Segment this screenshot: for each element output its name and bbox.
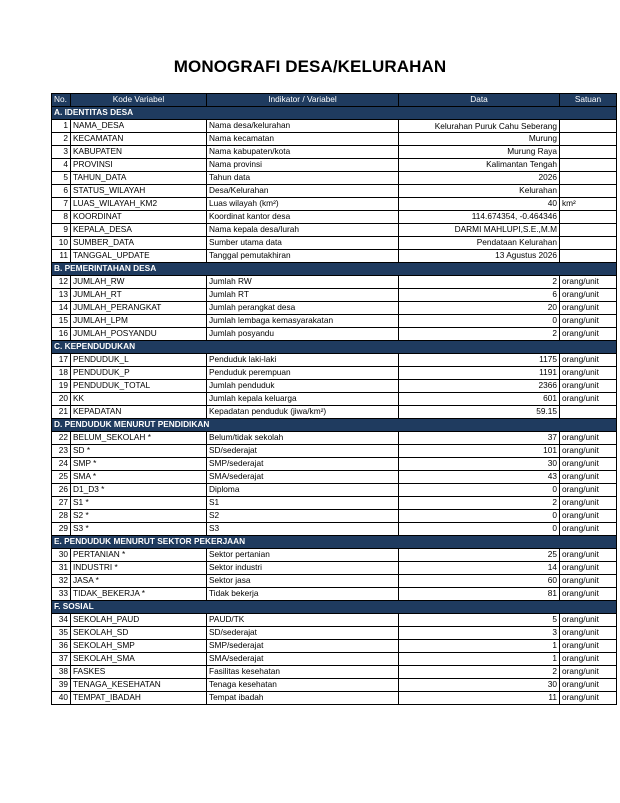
cell-data: 0 [399,484,560,497]
header-data: Data [399,94,560,107]
cell-data: Kelurahan Puruk Cahu Seberang [399,120,560,133]
cell-satuan: orang/unit [560,393,617,406]
cell-no: 17 [52,354,71,367]
section-header-row [52,601,617,614]
table-row [52,406,617,419]
cell-kode-variabel: NAMA_DESA [71,120,207,133]
cell-data: 1 [399,640,560,653]
cell-no: 33 [52,588,71,601]
cell-data: 2 [399,497,560,510]
cell-kode-variabel: SEKOLAH_SMP [71,640,207,653]
cell-no: 35 [52,627,71,640]
monografi-table [51,93,617,705]
cell-indikator: Sektor pertanian [207,549,399,562]
cell-kode-variabel: SEKOLAH_SMA [71,653,207,666]
cell-kode-variabel: SEKOLAH_PAUD [71,614,207,627]
cell-indikator: PAUD/TK [207,614,399,627]
cell-data: 2 [399,666,560,679]
cell-indikator: Tahun data [207,172,399,185]
cell-indikator: Tenaga kesehatan [207,679,399,692]
cell-data: 0 [399,315,560,328]
table-row [52,679,617,692]
cell-satuan [560,250,617,263]
cell-indikator: SMP/sederajat [207,640,399,653]
cell-no: 24 [52,458,71,471]
cell-satuan: orang/unit [560,679,617,692]
cell-kode-variabel: LUAS_WILAYAH_KM2 [71,198,207,211]
table-row [52,614,617,627]
table-row [52,666,617,679]
cell-indikator: Kepadatan penduduk (jiwa/km²) [207,406,399,419]
table-row [52,458,617,471]
cell-data: 6 [399,289,560,302]
cell-kode-variabel: KEPALA_DESA [71,224,207,237]
cell-kode-variabel: KECAMATAN [71,133,207,146]
table-row [52,172,617,185]
table-body [52,107,617,705]
table-row [52,146,617,159]
cell-data: 114.674354, -0.464346 [399,211,560,224]
cell-no: 16 [52,328,71,341]
cell-satuan: orang/unit [560,588,617,601]
table-row [52,211,617,224]
cell-indikator: S1 [207,497,399,510]
cell-indikator: Jumlah perangkat desa [207,302,399,315]
cell-data: 2 [399,276,560,289]
section-header-row [52,341,617,354]
cell-no: 5 [52,172,71,185]
section-header-row [52,107,617,120]
cell-kode-variabel: SD * [71,445,207,458]
cell-no: 21 [52,406,71,419]
cell-satuan: orang/unit [560,640,617,653]
table-row [52,354,617,367]
cell-kode-variabel: STATUS_WILAYAH [71,185,207,198]
cell-indikator: Nama kepala desa/lurah [207,224,399,237]
section-label: B. PEMERINTAHAN DESA [52,263,617,276]
cell-satuan: orang/unit [560,315,617,328]
cell-data: 11 [399,692,560,705]
cell-data: 25 [399,549,560,562]
cell-no: 1 [52,120,71,133]
cell-indikator: S2 [207,510,399,523]
table-row [52,471,617,484]
table-row [52,484,617,497]
cell-data: 30 [399,679,560,692]
table-row [52,224,617,237]
cell-indikator: Desa/Kelurahan [207,185,399,198]
table-row [52,510,617,523]
cell-indikator: Koordinat kantor desa [207,211,399,224]
table-row [52,588,617,601]
cell-indikator: Jumlah penduduk [207,380,399,393]
table-row [52,185,617,198]
cell-no: 27 [52,497,71,510]
cell-indikator: Sumber utama data [207,237,399,250]
cell-satuan: orang/unit [560,289,617,302]
cell-satuan: orang/unit [560,367,617,380]
cell-indikator: Diploma [207,484,399,497]
cell-no: 3 [52,146,71,159]
cell-data: 43 [399,471,560,484]
table-row [52,367,617,380]
cell-data: Murung [399,133,560,146]
cell-satuan [560,185,617,198]
cell-satuan [560,146,617,159]
cell-satuan: orang/unit [560,328,617,341]
table-row [52,692,617,705]
cell-indikator: Penduduk perempuan [207,367,399,380]
cell-kode-variabel: JUMLAH_RW [71,276,207,289]
cell-data: 1175 [399,354,560,367]
cell-indikator: SMA/sederajat [207,653,399,666]
cell-indikator: Tidak bekerja [207,588,399,601]
cell-no: 4 [52,159,71,172]
cell-kode-variabel: TEMPAT_IBADAH [71,692,207,705]
cell-data: 2026 [399,172,560,185]
cell-indikator: Sektor industri [207,562,399,575]
header-indikator: Indikator / Variabel [207,94,399,107]
cell-kode-variabel: INDUSTRI * [71,562,207,575]
cell-satuan: orang/unit [560,380,617,393]
cell-data: Kalimantan Tengah [399,159,560,172]
cell-satuan [560,133,617,146]
cell-no: 34 [52,614,71,627]
cell-indikator: Tanggal pemutakhiran [207,250,399,263]
section-label: F. SOSIAL [52,601,617,614]
cell-satuan [560,120,617,133]
cell-satuan [560,211,617,224]
table-row [52,198,617,211]
cell-no: 40 [52,692,71,705]
cell-satuan [560,224,617,237]
cell-kode-variabel: S1 * [71,497,207,510]
cell-no: 9 [52,224,71,237]
cell-kode-variabel: PENDUDUK_P [71,367,207,380]
cell-kode-variabel: PENDUDUK_L [71,354,207,367]
cell-data: 59.15 [399,406,560,419]
cell-satuan: orang/unit [560,432,617,445]
cell-kode-variabel: JUMLAH_POSYANDU [71,328,207,341]
cell-indikator: Nama kabupaten/kota [207,146,399,159]
cell-kode-variabel: KK [71,393,207,406]
cell-no: 38 [52,666,71,679]
cell-no: 20 [52,393,71,406]
cell-indikator: Tempat ibadah [207,692,399,705]
table-row [52,497,617,510]
section-label: A. IDENTITAS DESA [52,107,617,120]
cell-satuan [560,172,617,185]
cell-kode-variabel: JUMLAH_PERANGKAT [71,302,207,315]
cell-satuan: orang/unit [560,523,617,536]
cell-kode-variabel: JUMLAH_RT [71,289,207,302]
cell-satuan: orang/unit [560,484,617,497]
cell-data: 14 [399,562,560,575]
cell-kode-variabel: TIDAK_BEKERJA * [71,588,207,601]
cell-indikator: SD/sederajat [207,445,399,458]
table-row [52,562,617,575]
cell-satuan: orang/unit [560,471,617,484]
cell-satuan: orang/unit [560,276,617,289]
cell-no: 26 [52,484,71,497]
cell-kode-variabel: JASA * [71,575,207,588]
cell-kode-variabel: PENDUDUK_TOTAL [71,380,207,393]
table-row [52,432,617,445]
cell-indikator: Sektor jasa [207,575,399,588]
table-row [52,237,617,250]
cell-indikator: Nama provinsi [207,159,399,172]
cell-data: Pendataan Kelurahan [399,237,560,250]
table-row [52,523,617,536]
cell-kode-variabel: SMA * [71,471,207,484]
cell-data: Murung Raya [399,146,560,159]
cell-kode-variabel: TANGGAL_UPDATE [71,250,207,263]
cell-no: 2 [52,133,71,146]
cell-kode-variabel: S2 * [71,510,207,523]
table-row [52,328,617,341]
table-row [52,380,617,393]
cell-satuan: orang/unit [560,549,617,562]
cell-data: 101 [399,445,560,458]
cell-data: 81 [399,588,560,601]
cell-satuan: orang/unit [560,562,617,575]
cell-kode-variabel: SMP * [71,458,207,471]
cell-indikator: Luas wilayah (km²) [207,198,399,211]
cell-data: 0 [399,523,560,536]
cell-no: 12 [52,276,71,289]
cell-satuan [560,406,617,419]
table-row [52,315,617,328]
cell-indikator: Penduduk laki-laki [207,354,399,367]
cell-kode-variabel: PROVINSI [71,159,207,172]
table-row [52,445,617,458]
cell-data: DARMI MAHLUPI,S.E.,M.M [399,224,560,237]
table-row [52,289,617,302]
cell-kode-variabel: PERTANIAN * [71,549,207,562]
cell-kode-variabel: SUMBER_DATA [71,237,207,250]
header-kode: Kode Variabel [71,94,207,107]
cell-no: 29 [52,523,71,536]
cell-data: 601 [399,393,560,406]
cell-data: 20 [399,302,560,315]
cell-kode-variabel: TENAGA_KESEHATAN [71,679,207,692]
cell-data: 5 [399,614,560,627]
cell-indikator: SMA/sederajat [207,471,399,484]
cell-satuan: orang/unit [560,666,617,679]
cell-satuan: orang/unit [560,627,617,640]
header-no: No. [52,94,71,107]
cell-satuan [560,159,617,172]
cell-satuan: km² [560,198,617,211]
cell-no: 25 [52,471,71,484]
table-row [52,133,617,146]
cell-indikator: SMP/sederajat [207,458,399,471]
cell-indikator: S3 [207,523,399,536]
cell-data: 2 [399,328,560,341]
cell-indikator: Fasilitas kesehatan [207,666,399,679]
table-row [52,250,617,263]
cell-data: 60 [399,575,560,588]
cell-kode-variabel: TAHUN_DATA [71,172,207,185]
cell-indikator: Nama kecamatan [207,133,399,146]
cell-satuan: orang/unit [560,614,617,627]
table-row [52,159,617,172]
cell-no: 8 [52,211,71,224]
cell-data: 1191 [399,367,560,380]
cell-no: 11 [52,250,71,263]
section-label: C. KEPENDUDUKAN [52,341,617,354]
cell-satuan [560,237,617,250]
cell-satuan: orang/unit [560,653,617,666]
cell-data: 13 Agustus 2026 [399,250,560,263]
table-row [52,627,617,640]
cell-kode-variabel: D1_D3 * [71,484,207,497]
cell-indikator: Jumlah lembaga kemasyarakatan [207,315,399,328]
cell-no: 14 [52,302,71,315]
cell-satuan: orang/unit [560,458,617,471]
cell-data: 30 [399,458,560,471]
cell-no: 37 [52,653,71,666]
cell-no: 13 [52,289,71,302]
cell-indikator: Nama desa/kelurahan [207,120,399,133]
cell-kode-variabel: KABUPATEN [71,146,207,159]
cell-kode-variabel: FASKES [71,666,207,679]
cell-no: 39 [52,679,71,692]
cell-satuan: orang/unit [560,354,617,367]
cell-data: 1 [399,653,560,666]
cell-indikator: Jumlah kepala keluarga [207,393,399,406]
table-header-row [52,94,617,107]
cell-data: 40 [399,198,560,211]
section-header-row [52,536,617,549]
cell-no: 28 [52,510,71,523]
cell-no: 31 [52,562,71,575]
cell-satuan: orang/unit [560,575,617,588]
table-row [52,120,617,133]
section-header-row [52,263,617,276]
section-label: D. PENDUDUK MENURUT PENDIDIKAN [52,419,617,432]
cell-data: 0 [399,510,560,523]
section-header-row [52,419,617,432]
cell-satuan: orang/unit [560,497,617,510]
section-label: E. PENDUDUK MENURUT SEKTOR PEKERJAAN [52,536,617,549]
cell-satuan: orang/unit [560,302,617,315]
table-row [52,549,617,562]
cell-data: 3 [399,627,560,640]
cell-no: 36 [52,640,71,653]
cell-no: 10 [52,237,71,250]
cell-indikator: SD/sederajat [207,627,399,640]
cell-satuan: orang/unit [560,692,617,705]
cell-no: 23 [52,445,71,458]
table-row [52,393,617,406]
cell-data: 37 [399,432,560,445]
cell-satuan: orang/unit [560,445,617,458]
cell-indikator: Jumlah RW [207,276,399,289]
cell-satuan: orang/unit [560,510,617,523]
cell-indikator: Jumlah posyandu [207,328,399,341]
table-row [52,276,617,289]
header-satuan: Satuan [560,94,617,107]
cell-kode-variabel: KEPADATAN [71,406,207,419]
cell-kode-variabel: JUMLAH_LPM [71,315,207,328]
cell-no: 7 [52,198,71,211]
table-row [52,302,617,315]
cell-no: 18 [52,367,71,380]
cell-kode-variabel: BELUM_SEKOLAH * [71,432,207,445]
cell-no: 22 [52,432,71,445]
cell-no: 15 [52,315,71,328]
table-row [52,640,617,653]
cell-data: 2366 [399,380,560,393]
cell-no: 32 [52,575,71,588]
table-row [52,653,617,666]
page-title: MONOGRAFI DESA/KELURAHAN [173,57,447,76]
cell-no: 19 [52,380,71,393]
cell-kode-variabel: S3 * [71,523,207,536]
cell-kode-variabel: KOORDINAT [71,211,207,224]
cell-indikator: Belum/tidak sekolah [207,432,399,445]
cell-kode-variabel: SEKOLAH_SD [71,627,207,640]
table-row [52,575,617,588]
cell-indikator: Jumlah RT [207,289,399,302]
cell-no: 30 [52,549,71,562]
cell-no: 6 [52,185,71,198]
cell-data: Kelurahan [399,185,560,198]
